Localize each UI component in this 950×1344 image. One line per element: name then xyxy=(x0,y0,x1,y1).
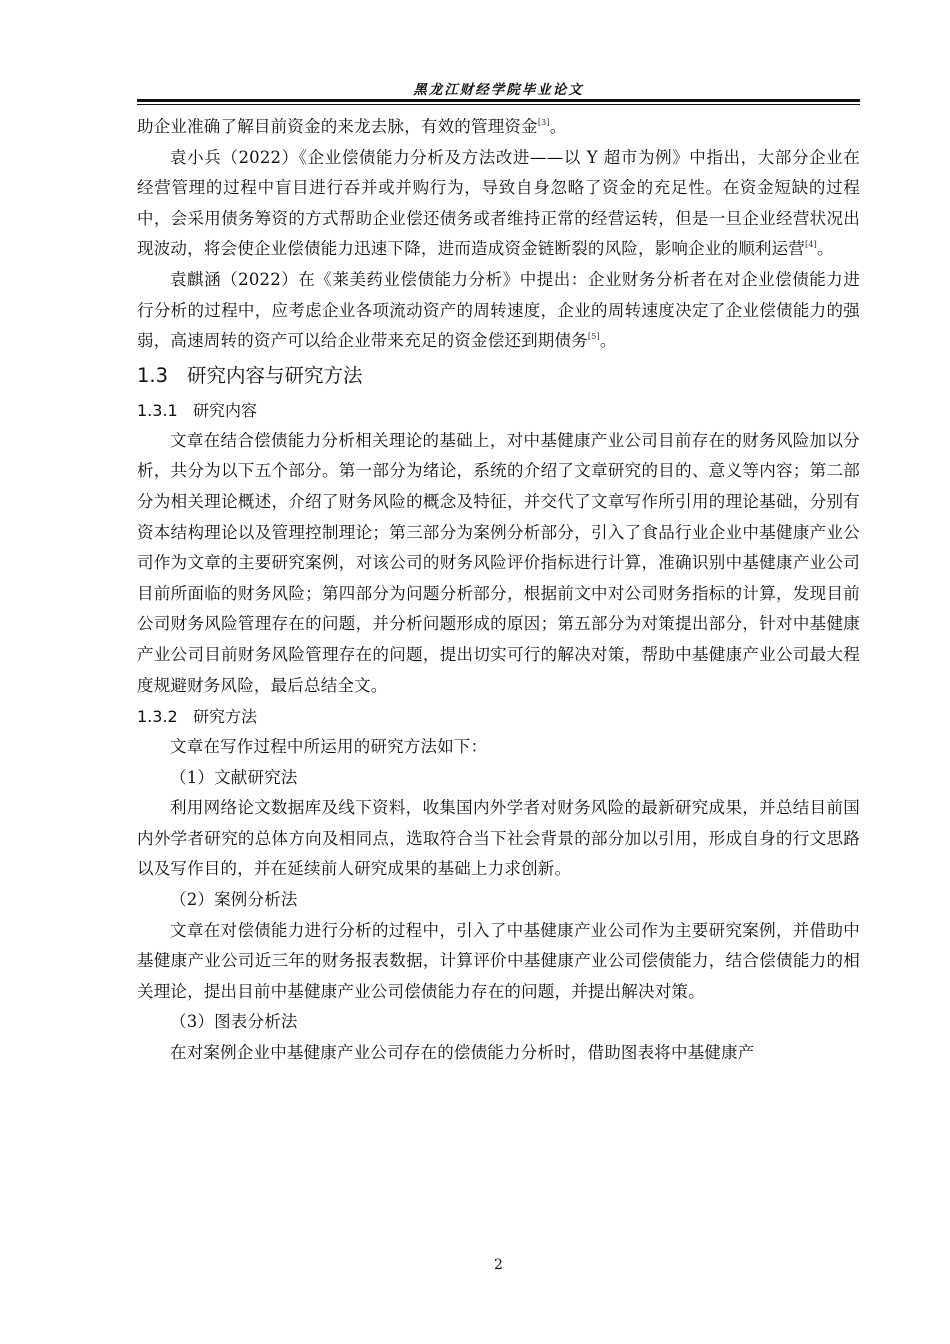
citation-ref: [3] xyxy=(537,118,550,127)
paragraph-continuation xyxy=(137,112,860,143)
subsection-title: 研究内容 xyxy=(193,400,258,420)
paragraph-method-intro: 文章在写作过程中所运用的研究方法如下： xyxy=(170,737,488,757)
paragraph-text: 助企业准确了解目前资金的来龙去脉，有效的管理资金 xyxy=(137,117,538,136)
subsection-heading-method xyxy=(137,701,860,732)
section-heading xyxy=(137,357,860,395)
paragraph-yuan-xiaobing xyxy=(137,143,860,265)
citation-ref: [4] xyxy=(805,240,817,250)
running-header-title: 黑龙江财经学院毕业论文 xyxy=(413,82,584,98)
page-number: 2 xyxy=(494,1257,503,1273)
citation-ref: [5] xyxy=(587,332,600,342)
method-title-chart: （3）图表分析法 xyxy=(170,1012,298,1032)
method-title-case: （2）案例分析法 xyxy=(170,890,298,910)
section-number: 1.3 xyxy=(137,363,169,387)
paragraph-end: 。 xyxy=(816,239,834,259)
subsection-number: 1.3.1 xyxy=(137,400,178,420)
paragraph-end: 。 xyxy=(549,117,567,136)
paragraph-case-method: 文章在对偿债能力进行分析的过程中，引入了中基健康产业公司作为主要研究案例，并借助中基健康产业公司近三年的财务报表数据，计算评价中基健康产业公司偿债能力，结合偿债能力的相关理论，提出目前中基健康产业公司偿债能力存在的问题，并提出解决对策。 xyxy=(137,920,860,1001)
paragraph-text: 袁麒涵（2022）在《莱美药业偿债能力分析》中提出：企业财务分析者在对企业偿债能力进行分析的过程中，应考虑企业各项流动资产的周转速度，企业的周转速度决定了企业偿债能力的强弱，高速周转的资产可以给企业带来充足的资金偿还到期债务 xyxy=(137,269,860,351)
subsection-number: 1.3.2 xyxy=(137,707,178,727)
page-body xyxy=(137,112,860,1069)
paragraph-yuan-qihan xyxy=(137,265,860,357)
method-title-literature: （1）文献研究法 xyxy=(170,767,298,787)
section-title: 研究内容与研究方法 xyxy=(187,363,363,387)
paragraph-literature-method: 利用网络论文数据库及线下资料，收集国内外学者对财务风险的最新研究成果，并总结目前国内外学者研究的总体方向及相同点，选取符合当下社会背景的部分加以引用，形成自身的行文思路以及写作目的，并在延续前人研究成果的基础上力求创新。 xyxy=(137,798,860,879)
paragraph-research-content: 文章在结合偿债能力分析相关理论的基础上，对中基健康产业公司目前存在的财务风险加以分析，共分为以下五个部分。第一部分为绪论，系统的介绍了文章研究的目的、意义等内容；第二部分为相关理论概述，介绍了财务风险的概念及特征，并交代了文章写作所引用的理论基础，分别有资本结构理论以及管理控制理论；第三部分为案例分析部分，引入了食品行业企业中基健康产业公司作为文章的主要研究案例，对该公司的财务风险评价指标进行计算，准确识别中基健康产业公司目前所面临的财务风险；第四部分为问题分析部分，根据前文中对公司财务指标的计算，发现目前公司财务风险管理存在的问题，并分析问题形成的原因；第五部分为对策提出部分，针对中基健康产业公司目前财务风险管理存在的问题，提出切实可行的解决对策，帮助中基健康产业公司最大程度规避财务风险，最后总结全文。 xyxy=(137,430,860,695)
subsection-heading-content xyxy=(137,395,860,426)
header-rule-thick xyxy=(137,99,860,102)
subsection-title: 研究方法 xyxy=(193,707,258,727)
paragraph-end: 。 xyxy=(599,331,617,351)
header-rule-thin xyxy=(137,104,860,105)
paragraph-text: 袁小兵（2022）《企业偿债能力分析及方法改进——以 Y 超市为例》中指出，大部分企业在经营管理的过程中盲目进行吞并或并购行为，导致自身忽略了资金的充足性。在资金短缺的过程中，会采用债务筹资的方式帮助企业偿还债务或者维持正常的经营运转，但是一旦企业经营状况出现波动，将会使企业偿债能力迅速下降，进而造成资金链断裂的风险，影响企业的顺利运营 xyxy=(137,147,860,259)
paragraph-chart-method: 在对案例企业中基健康产业公司存在的偿债能力分析时，借助图表将中基健康产 xyxy=(170,1043,755,1063)
